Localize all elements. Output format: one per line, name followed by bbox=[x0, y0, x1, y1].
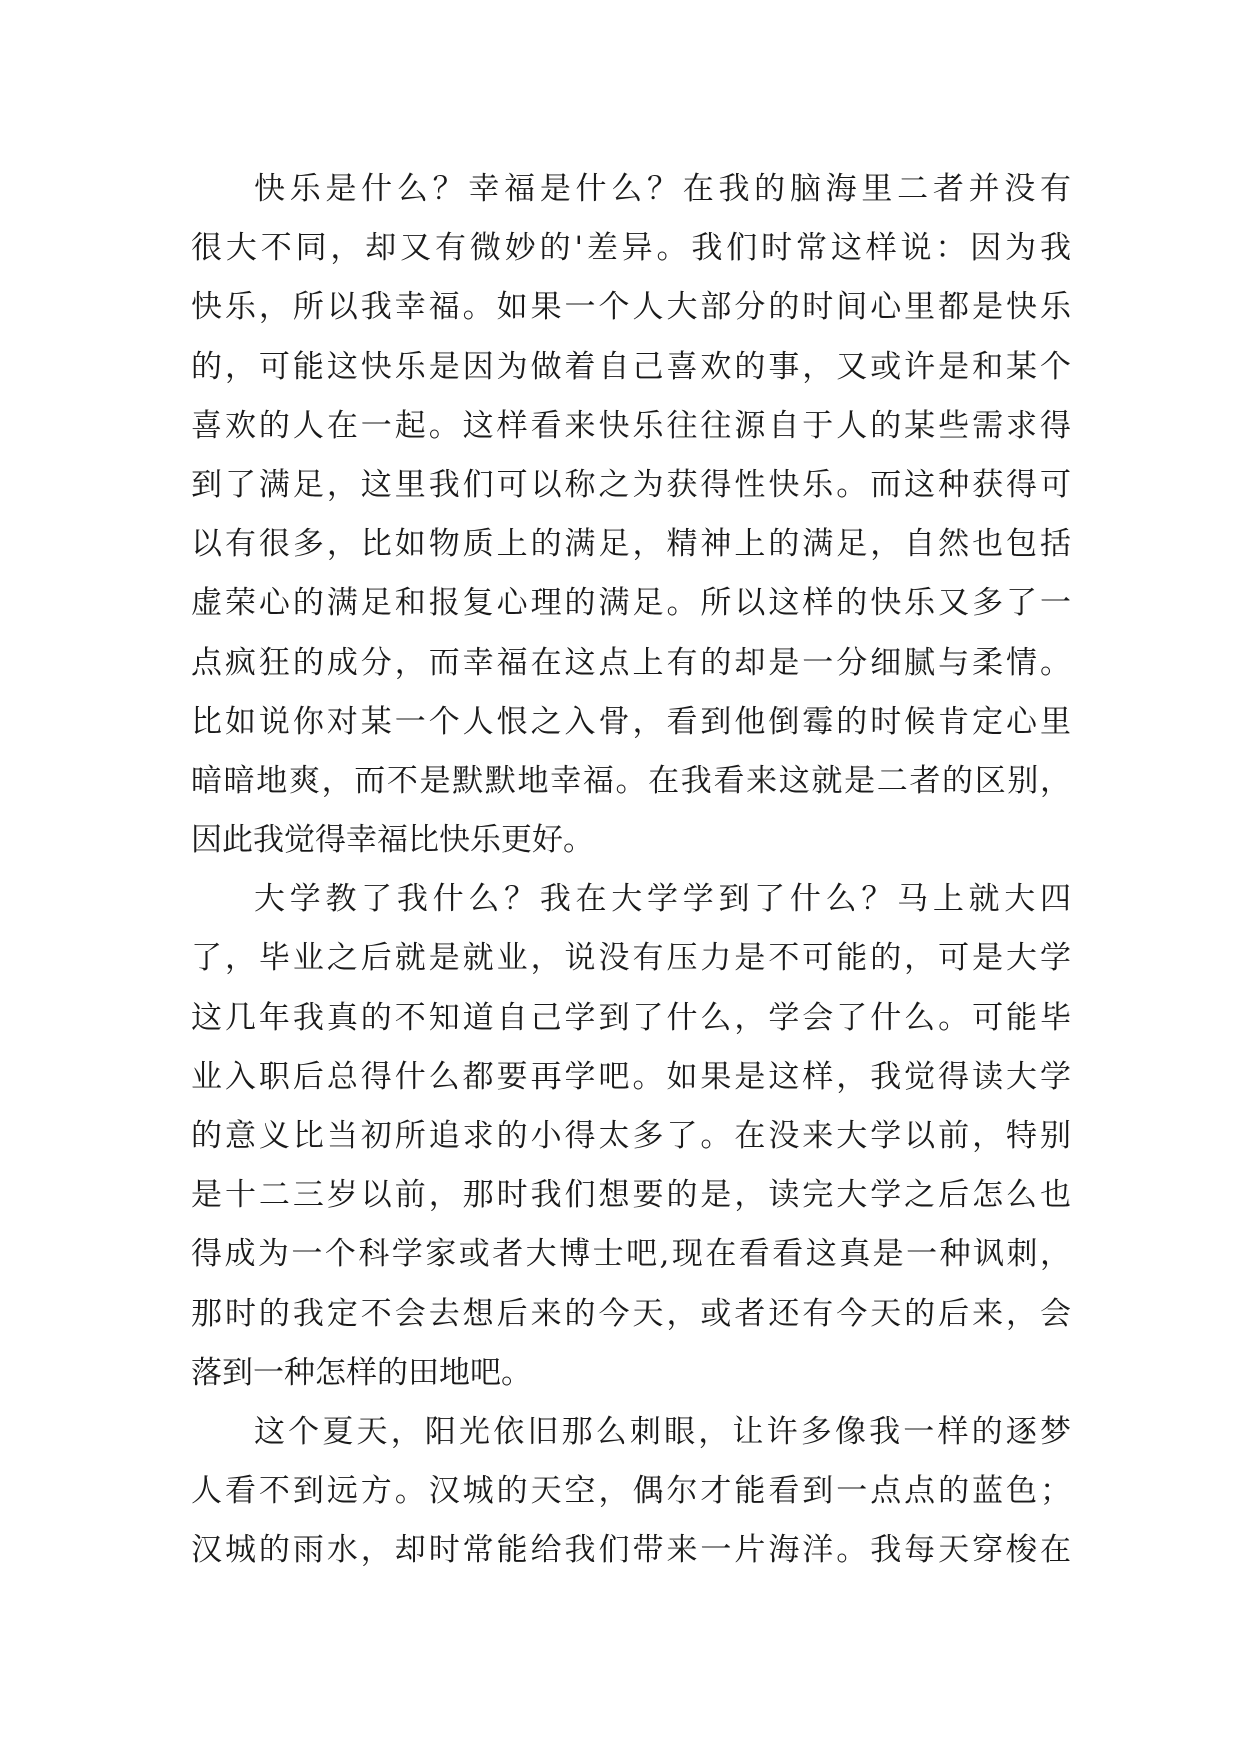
text-line: 因此我觉得幸福比快乐更好。 bbox=[191, 822, 594, 859]
text-line: 虚荣心的满足和报复心理的满足。所以这样的快乐又多了一 bbox=[191, 585, 1071, 622]
paragraph-happiness bbox=[191, 160, 1071, 870]
text-line: 业入职后总得什么都要再学吧。如果是这样，我觉得读大学 bbox=[191, 1058, 1071, 1095]
text-line: 快乐是什么？幸福是什么？在我的脑海里二者并没有 bbox=[254, 171, 1071, 207]
text-line: 大学教了我什么？我在大学学到了什么？马上就大四 bbox=[254, 881, 1071, 918]
text-line: 暗暗地爽，而不是默默地幸福。在我看来这就是二者的区别， bbox=[191, 762, 1071, 799]
text-line: 汉城的雨水，却时常能给我们带来一片海洋。我每天穿梭在 bbox=[191, 1532, 1071, 1569]
text-line: 的，可能这快乐是因为做着自己喜欢的事，又或许是和某个 bbox=[191, 348, 1071, 385]
text-line: 到了满足，这里我们可以称之为获得性快乐。而这种获得可 bbox=[191, 466, 1071, 503]
text-line: 的意义比当初所追求的小得太多了。在没来大学以前，特别 bbox=[191, 1118, 1071, 1154]
body-text bbox=[191, 160, 1071, 1581]
text-line: 喜欢的人在一起。这样看来快乐往往源自于人的某些需求得 bbox=[191, 407, 1071, 444]
text-line: 快乐，所以我幸福。如果一个人大部分的时间心里都是快乐 bbox=[191, 289, 1071, 326]
text-line: 这几年我真的不知道自己学到了什么，学会了什么。可能毕 bbox=[191, 999, 1071, 1036]
text-line: 落到一种怎样的田地吧。 bbox=[191, 1354, 532, 1391]
text-line: 了，毕业之后就是就业，说没有压力是不可能的，可是大学 bbox=[191, 940, 1071, 977]
text-line: 比如说你对某一个人恨之入骨，看到他倒霉的时候肯定心里 bbox=[191, 703, 1071, 740]
text-line: 人看不到远方。汉城的天空，偶尔才能看到一点点的蓝色； bbox=[191, 1473, 1071, 1510]
text-line: 很大不同，却又有微妙的'差异。我们时常这样说：因为我 bbox=[191, 230, 1071, 267]
text-line: 这个夏天，阳光依旧那么刺眼，让许多像我一样的逐梦 bbox=[254, 1413, 1071, 1450]
text-line: 那时的我定不会去想后来的今天，或者还有今天的后来，会 bbox=[191, 1295, 1071, 1332]
text-line: 点疯狂的成分，而幸福在这点上有的却是一分细腻与柔情。 bbox=[191, 644, 1071, 681]
paragraph-summer bbox=[191, 1403, 1071, 1581]
paragraph-university bbox=[191, 870, 1071, 1403]
text-line: 以有很多，比如物质上的满足，精神上的满足，自然也包括 bbox=[191, 526, 1071, 563]
text-line: 得成为一个科学家或者大博士吧,现在看看这真是一种讽刺， bbox=[191, 1236, 1071, 1273]
text-line: 是十二三岁以前，那时我们想要的是，读完大学之后怎么也 bbox=[191, 1177, 1071, 1214]
